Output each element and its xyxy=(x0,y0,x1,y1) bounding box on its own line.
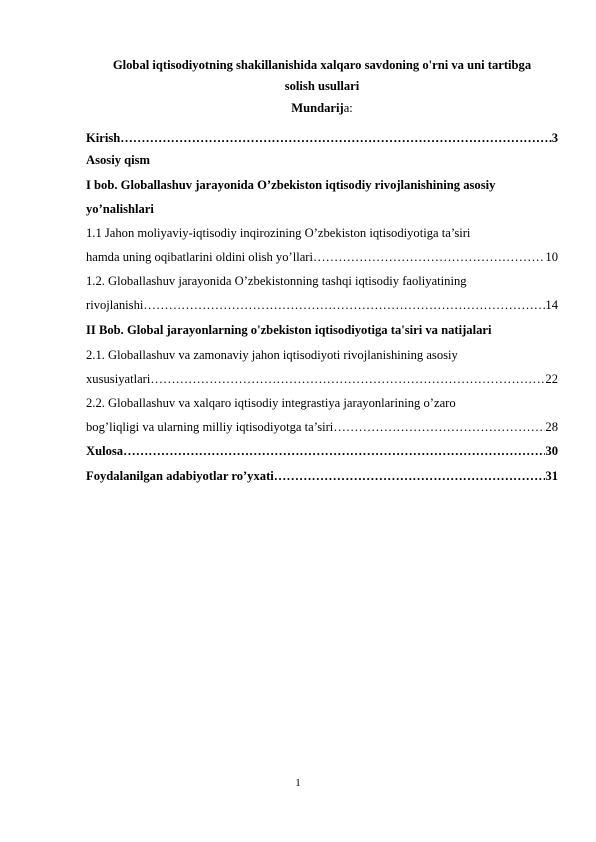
page-number: 1 xyxy=(295,777,301,789)
toc-section-1-1-line-2[interactable] xyxy=(86,247,558,267)
toc-chapter-2[interactable]: II Bob. Global jarayonlarning o'zbekiston iqtisodiyotiga ta'siri va natijalari xyxy=(86,323,492,337)
toc-entry-asosiy-qism[interactable]: Asosiy qism xyxy=(86,153,151,167)
toc-page-number: 14 xyxy=(545,298,558,312)
toc-dot-leader xyxy=(150,369,545,389)
toc-dot-leader xyxy=(120,128,551,148)
toc-page-number: 31 xyxy=(545,469,558,483)
document-title-line-1: Global iqtisodiyotning shakillanishida xalqaro savdoning o'rni va uni tartibga xyxy=(112,58,532,72)
toc-section-2-2-line-1[interactable]: 2.2. Globallashuv va xalqaro iqtisodiy integrastiya jarayonlarining o’zaro xyxy=(86,396,456,410)
toc-section-2-1-line-2[interactable] xyxy=(86,369,558,389)
toc-section-2-1-line-1[interactable]: 2.1. Globallashuv va zamonaviy jahon iqtisodiyoti rivojlanishining asosiy xyxy=(86,348,458,362)
toc-entry-kirish[interactable] xyxy=(86,128,558,148)
toc-section-1-2-line-2[interactable] xyxy=(86,295,558,315)
toc-page-number: 22 xyxy=(545,372,558,386)
toc-section-2-2-line-2[interactable] xyxy=(86,417,558,437)
contents-heading-bold: Mundarij xyxy=(291,101,344,115)
toc-page-number: 30 xyxy=(545,444,558,458)
toc-dot-leader xyxy=(333,417,545,437)
toc-entry-label: hamda uning oqibatlarini oldini olish yo’llari xyxy=(86,250,314,264)
document-title-line-2: solish usullari xyxy=(284,79,360,93)
toc-section-1-2-line-1[interactable]: 1.2. Globallashuv jarayonida O’zbekistonning tashqi iqtisodiy faoliyatining xyxy=(86,274,467,288)
contents-heading xyxy=(86,98,558,118)
toc-entry-label: Kirish xyxy=(86,131,121,145)
toc-entry-label: Foydalanilgan adabiyotlar ro’yxati xyxy=(86,469,274,483)
toc-dot-leader xyxy=(313,247,545,267)
toc-page-number: 3 xyxy=(551,131,558,145)
toc-entry-label: Xulosa xyxy=(86,444,124,458)
toc-chapter-1-line-1[interactable]: I bob. Globallashuv jarayonida O’zbekiston iqtisodiy rivojlanishining asosiy xyxy=(86,178,496,192)
toc-dot-leader xyxy=(274,466,546,486)
toc-entry-adabiyotlar[interactable] xyxy=(86,466,558,486)
toc-chapter-1-line-2[interactable]: yo’nalishlari xyxy=(86,202,154,216)
toc-dot-leader xyxy=(143,295,545,315)
toc-page-number: 10 xyxy=(545,250,558,264)
toc-entry-label: bog’liqligi va ularning milliy iqtisodiyotga ta’siri xyxy=(86,420,334,434)
toc-entry-label: rivojlanishi xyxy=(86,298,144,312)
toc-section-1-1-line-1[interactable]: 1.1 Jahon moliyaviy-iqtisodiy inqirozining O’zbekiston iqtisodiyotiga ta’siri xyxy=(86,226,471,240)
contents-heading-rest: a: xyxy=(343,101,353,115)
toc-dot-leader xyxy=(123,441,545,461)
toc-entry-label: xususiyatlari xyxy=(86,372,151,386)
toc-entry-xulosa[interactable] xyxy=(86,441,558,461)
toc-page-number: 28 xyxy=(545,420,558,434)
